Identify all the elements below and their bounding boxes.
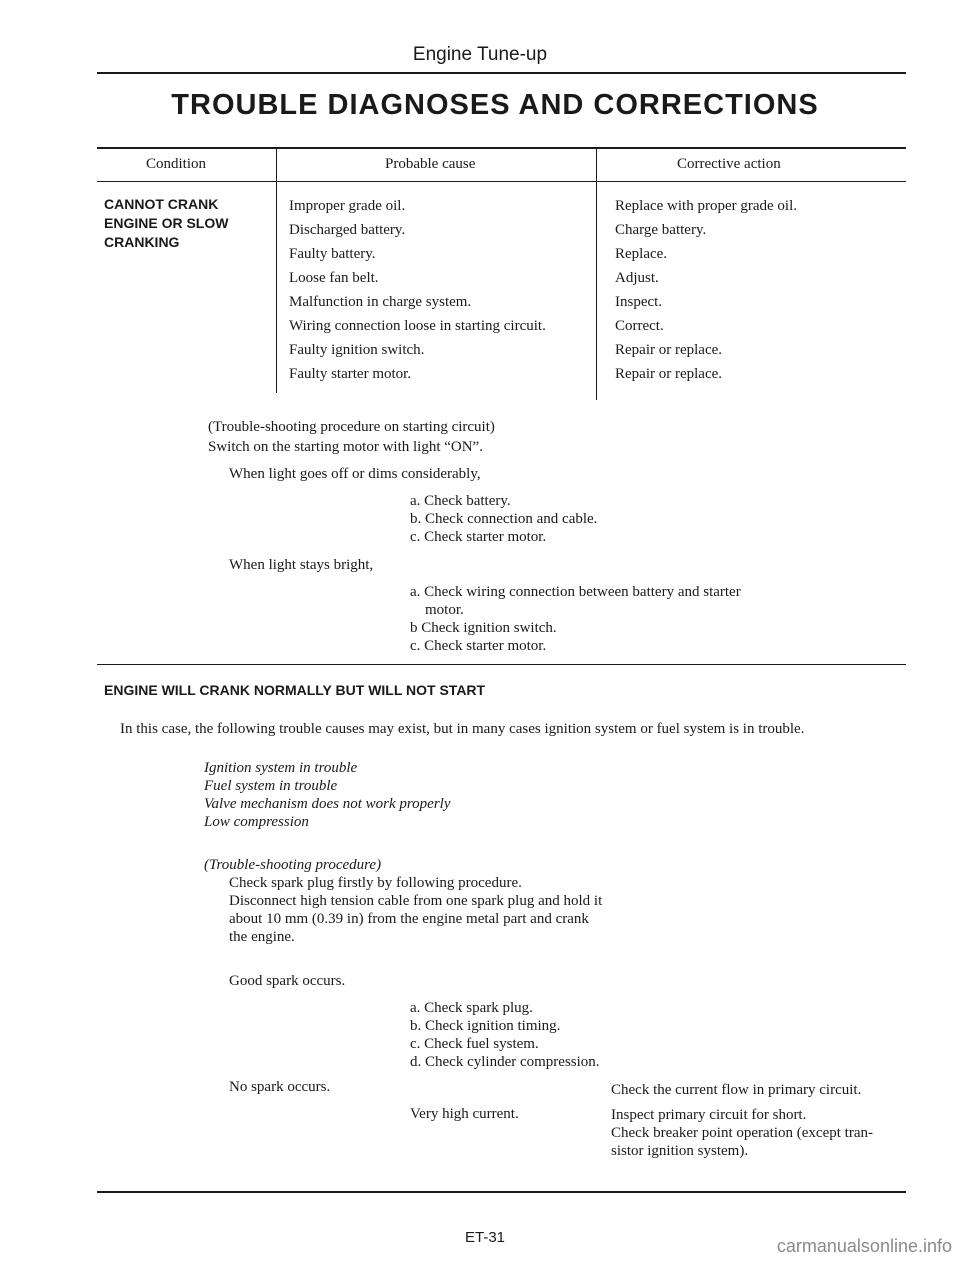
- footer-rule: [97, 1191, 906, 1193]
- action-item: Inspect.: [615, 294, 663, 310]
- check-item: a. Check battery.: [410, 493, 511, 509]
- cause-item: Wiring connection loose in starting circuit.: [289, 318, 546, 334]
- watermark: carmanualsonline.info: [776, 1236, 952, 1256]
- check-item: c. Check starter motor.: [410, 638, 547, 654]
- column-header-action: Corrective action: [677, 156, 781, 172]
- check-item: a. Check spark plug.: [410, 1000, 533, 1016]
- procedure-title: (Trouble-shooting procedure): [204, 857, 382, 873]
- header-rule: [97, 72, 906, 74]
- column-divider-2: [596, 147, 597, 400]
- cause-item: Malfunction in charge system.: [289, 294, 472, 310]
- check-item: b. Check connection and cable.: [410, 511, 598, 527]
- case-good-spark: Good spark occurs.: [229, 973, 346, 989]
- condition-line: CRANKING: [104, 234, 180, 250]
- page-number: ET-31: [464, 1229, 506, 1246]
- action-item: Repair or replace.: [615, 342, 723, 358]
- cause-item: Ignition system in trouble: [204, 760, 358, 776]
- bright-check-list: [410, 583, 741, 655]
- cause-item: Loose fan belt.: [289, 270, 379, 286]
- cause-item: Fuel system in trouble: [204, 778, 338, 794]
- column-header-condition: Condition: [146, 156, 207, 172]
- check-item: c. Check fuel system.: [410, 1036, 539, 1052]
- section-rule: [97, 664, 906, 665]
- check-item: b. Check ignition timing.: [410, 1018, 561, 1034]
- table-header-rule: [97, 181, 906, 182]
- check-current-flow: Check the current flow in primary circuit.: [611, 1082, 862, 1098]
- cause-list: [289, 194, 546, 386]
- procedure-line: Disconnect high tension cable from one spark plug and hold it: [229, 893, 603, 909]
- action-item: Replace with proper grade oil.: [615, 198, 798, 214]
- cause-item: Low compression: [204, 814, 309, 830]
- check-item: a. Check wiring connection between battery and starter: [410, 584, 741, 600]
- case-light-bright: When light stays bright,: [229, 557, 374, 573]
- action-item: Replace.: [615, 246, 668, 262]
- action-item: Correct.: [615, 318, 664, 334]
- no-start-cause-list: [204, 759, 450, 831]
- dims-check-list: [410, 492, 597, 546]
- check-item: c. Check starter motor.: [410, 529, 547, 545]
- case-no-spark: No spark occurs.: [229, 1079, 331, 1095]
- cause-item: Faulty battery.: [289, 246, 376, 262]
- column-divider-1: [276, 147, 277, 393]
- column-header-cause: Probable cause: [385, 156, 476, 172]
- action-item: Repair or replace.: [615, 366, 723, 382]
- cause-item: Improper grade oil.: [289, 198, 406, 214]
- case-light-dims: When light goes off or dims considerably,: [229, 466, 481, 482]
- check-item: b Check ignition switch.: [410, 620, 557, 636]
- action-item: Check breaker point operation (except tran-: [611, 1125, 873, 1141]
- condition-line: CANNOT CRANK: [104, 196, 219, 212]
- page-title: TROUBLE DIAGNOSES AND CORRECTIONS: [171, 89, 819, 121]
- action-item: Adjust.: [615, 270, 659, 286]
- case-very-high-current: Very high current.: [410, 1106, 519, 1122]
- table-top-rule: [97, 147, 906, 149]
- running-header: Engine Tune-up: [412, 44, 548, 65]
- check-item-continued: motor.: [425, 602, 464, 618]
- procedure-line: Switch on the starting motor with light “ON”.: [208, 439, 483, 455]
- high-current-actions: [611, 1106, 873, 1160]
- no-start-intro: In this case, the following trouble causes may exist, but in many cases ignition system or fuel system is in trouble.: [120, 721, 805, 737]
- cause-item: Discharged battery.: [289, 222, 406, 238]
- condition-line: ENGINE OR SLOW: [104, 215, 229, 231]
- cause-item: Valve mechanism does not work properly: [204, 796, 451, 812]
- cause-item: Faulty starter motor.: [289, 366, 412, 382]
- section-heading-no-start: ENGINE WILL CRANK NORMALLY BUT WILL NOT START: [104, 682, 486, 698]
- procedure-line: Check spark plug firstly by following procedure.: [229, 875, 522, 891]
- action-item: Inspect primary circuit for short.: [611, 1107, 807, 1123]
- cause-item: Faulty ignition switch.: [289, 342, 425, 358]
- action-item: Charge battery.: [615, 222, 707, 238]
- procedure-line: about 10 mm (0.39 in) from the engine metal part and crank: [229, 911, 589, 927]
- check-item: d. Check cylinder compression.: [410, 1054, 600, 1070]
- good-spark-check-list: [410, 999, 600, 1071]
- procedure-line: the engine.: [229, 929, 295, 945]
- starting-procedure-intro: [208, 417, 495, 457]
- procedure-line: (Trouble-shooting procedure on starting circuit): [208, 419, 495, 435]
- action-item: sistor ignition system).: [611, 1143, 749, 1159]
- procedure-steps: [229, 874, 602, 946]
- action-list: [615, 194, 797, 386]
- condition-cell: [104, 195, 228, 252]
